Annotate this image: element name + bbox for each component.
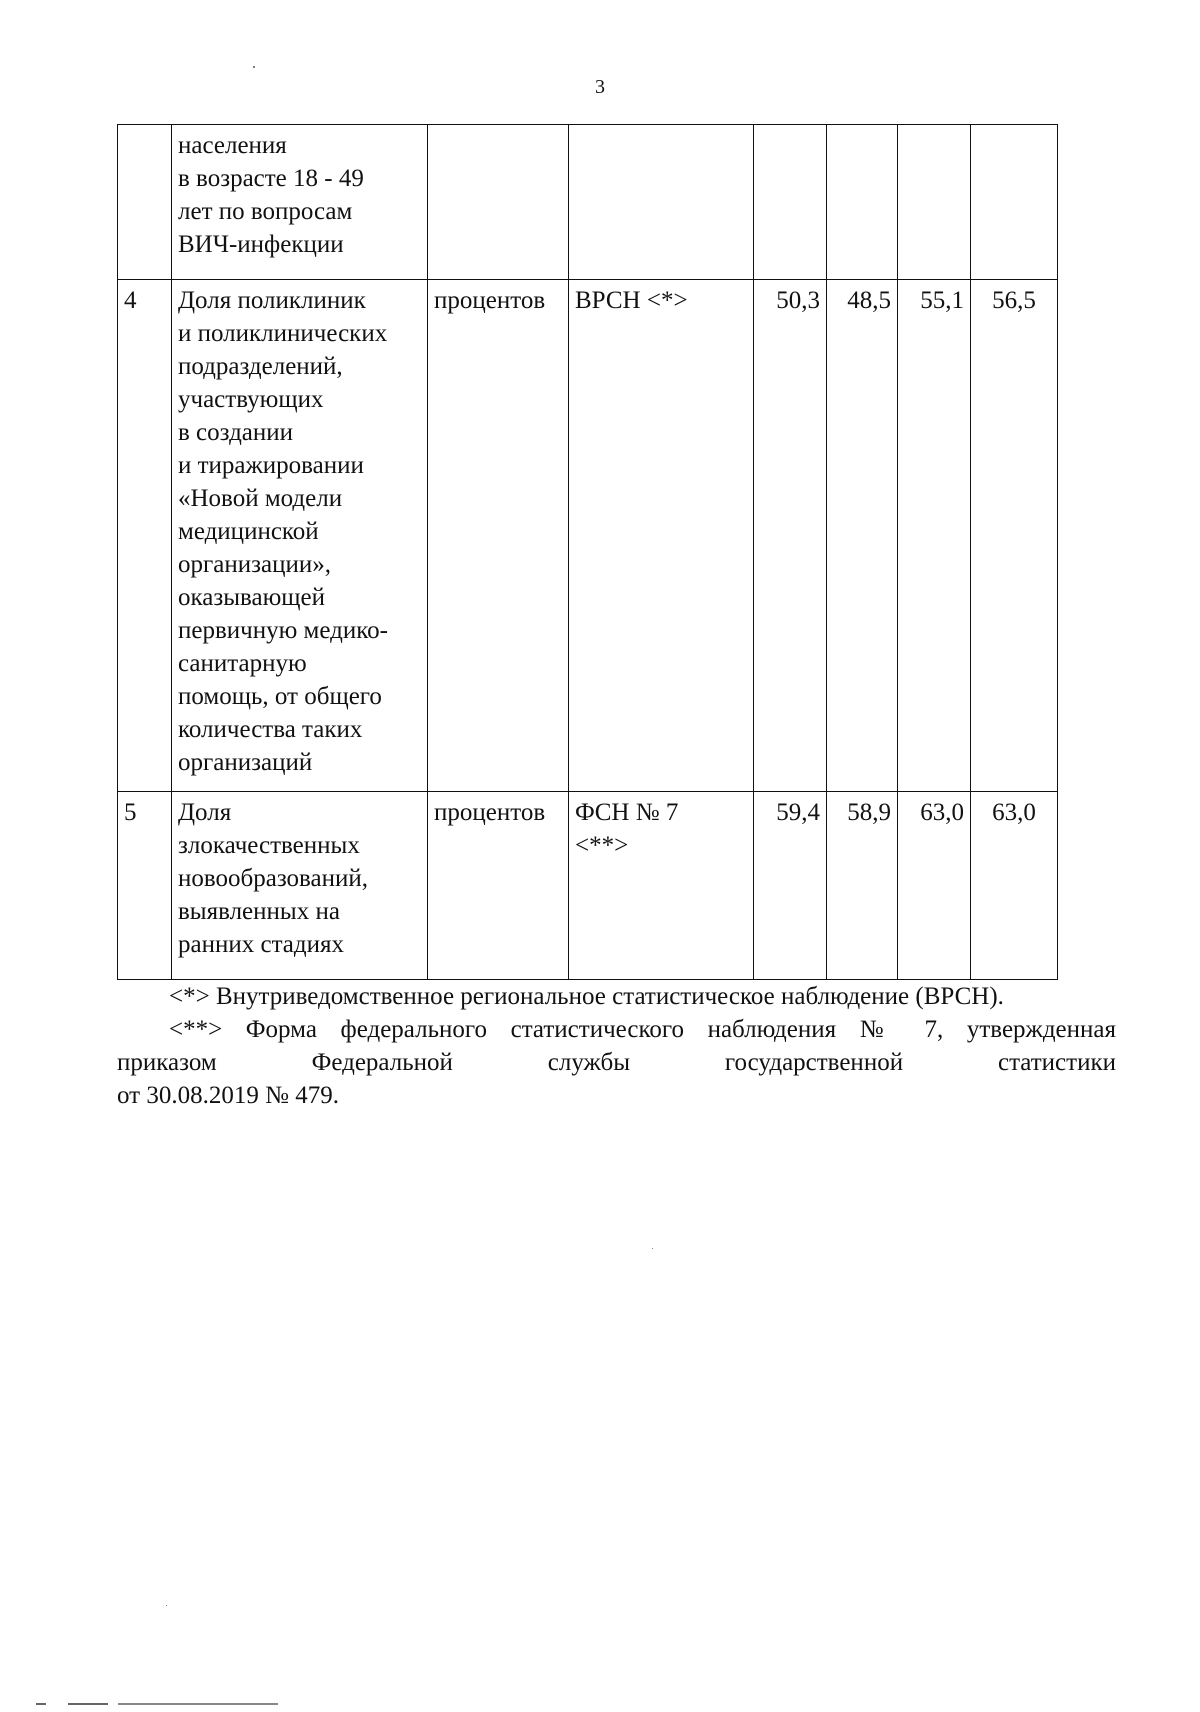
indicators-table	[117, 124, 1058, 980]
value-cell	[971, 125, 1058, 280]
value-cell: 50,3	[754, 280, 827, 792]
unit-cell	[428, 125, 569, 280]
indicator-name-line: Доля поликлиник	[178, 287, 366, 314]
value-cell: 63,0	[898, 792, 971, 980]
page-number: 3	[595, 76, 605, 98]
value-cell	[898, 125, 971, 280]
indicator-name-cell	[172, 792, 428, 980]
source-cell	[569, 792, 754, 980]
indicator-name-line: ранних стадиях	[178, 931, 345, 958]
indicator-name-line: количества таких	[178, 716, 363, 743]
value-cell: 63,0	[971, 792, 1058, 980]
indicator-name-line: Доля	[178, 799, 232, 826]
value-cell: 58,9	[827, 792, 898, 980]
indicator-name-line: организаций	[178, 749, 313, 776]
indicator-name-line: лет по вопросам	[178, 198, 353, 225]
indicator-name-line: медицинской	[178, 518, 319, 545]
indicator-name-line: помощь, от общего	[178, 683, 382, 710]
unit-cell: процентов	[428, 792, 569, 980]
indicator-name-line: санитарную	[178, 650, 307, 677]
indicator-name-line: населения	[178, 132, 287, 159]
indicator-name-line: первичную медико-	[178, 617, 388, 644]
value-cell	[827, 125, 898, 280]
scan-edge-mark	[118, 1703, 278, 1705]
row-number-cell: 4	[118, 280, 172, 792]
indicator-name-line: оказывающей	[178, 584, 326, 611]
value-cell: 55,1	[898, 280, 971, 792]
indicator-name-line: ВИЧ-инфекции	[178, 231, 344, 258]
footnote-2-line-3: от 30.08.2019 № 479.	[117, 1082, 339, 1109]
indicator-name-line: «Новой модели	[178, 485, 343, 512]
value-cell	[754, 125, 827, 280]
footnote-1: <*> Внутриведомственное региональное статистическое наблюдение (ВРСН).	[169, 983, 1004, 1010]
source-line: ВРСН <*>	[575, 287, 688, 314]
table-row	[118, 792, 1058, 980]
indicator-name-line: злокачественных	[178, 832, 360, 859]
indicator-name-line: участвующих	[178, 386, 324, 413]
footnote-2-line-2: приказом Федеральной службы государственной статистики	[117, 1049, 1116, 1076]
source-line: ФСН № 7	[575, 799, 679, 826]
indicator-name-line: выявленных на	[178, 898, 340, 925]
value-cell: 56,5	[971, 280, 1058, 792]
scan-speck	[166, 1605, 167, 1606]
footnote-2-line-1: <**> Форма федерального статистического наблюдения № 7, утвержденная	[169, 1016, 1116, 1043]
table-row	[118, 280, 1058, 792]
row-number-cell: 5	[118, 792, 172, 980]
indicator-name-cell	[172, 280, 428, 792]
source-cell	[569, 125, 754, 280]
footnotes	[117, 980, 1116, 1112]
table-row	[118, 125, 1058, 280]
indicator-name-line: организации»,	[178, 551, 331, 578]
value-cell: 59,4	[754, 792, 827, 980]
indicator-name-line: подразделений,	[178, 353, 343, 380]
scan-edge-mark	[68, 1703, 108, 1705]
indicator-name-line: и поликлинических	[178, 320, 388, 347]
indicator-name-line: и тиражировании	[178, 452, 364, 479]
unit-cell: процентов	[428, 280, 569, 792]
scan-edge-mark	[36, 1703, 46, 1705]
indicator-name-line: в возрасте 18 - 49	[178, 165, 364, 192]
source-line: <**>	[575, 832, 629, 859]
indicator-name-line: в создании	[178, 419, 294, 446]
scan-speck	[652, 1248, 653, 1249]
scan-speck	[253, 66, 255, 68]
indicator-name-cell	[172, 125, 428, 280]
source-cell	[569, 280, 754, 792]
indicator-name-line: новообразований,	[178, 865, 369, 892]
row-number-cell	[118, 125, 172, 280]
value-cell: 48,5	[827, 280, 898, 792]
